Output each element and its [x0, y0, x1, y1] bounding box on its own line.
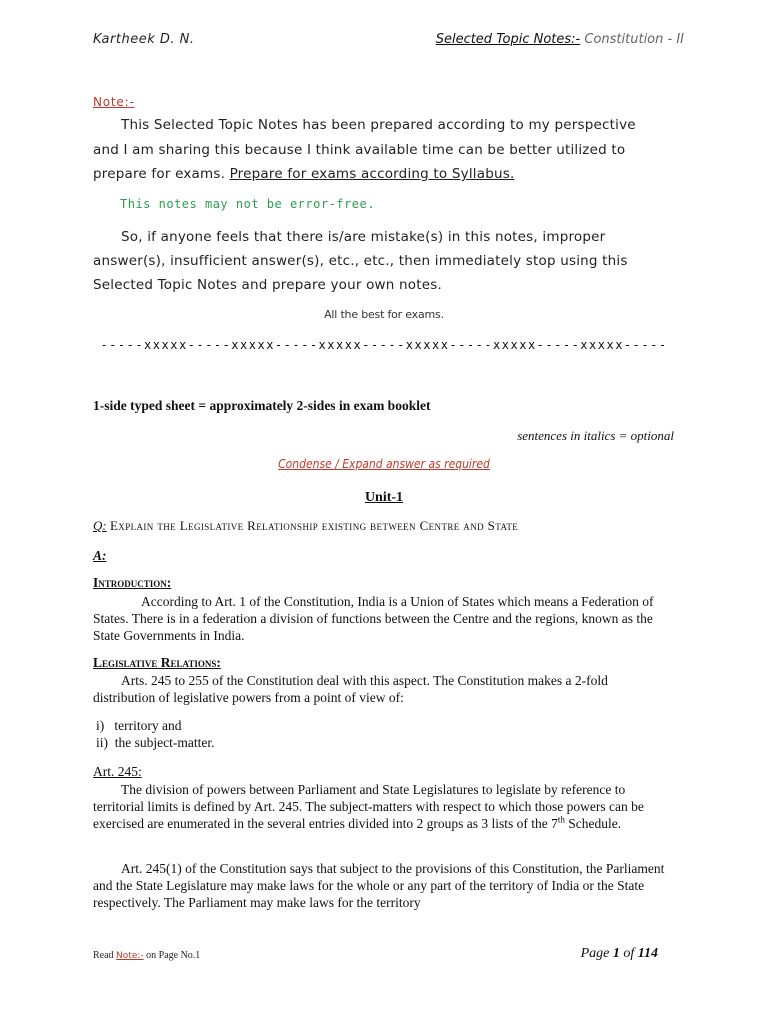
legislative-heading: Legislative Relations:: [93, 655, 221, 670]
list-item-number: ii): [96, 735, 108, 750]
legislative-paragraph: [93, 672, 671, 706]
article-text-2: Art. 245(1) of the Constitution says that subject to the provisions of this Constitution, the Parliament and the State Legislature may make laws for the whole or any part of the territory of India or the State respectively. The Parliament may make laws for the territory: [93, 861, 665, 910]
article-paragraph-1: [93, 781, 671, 832]
condense-note: Condense / Expand answer as required: [278, 457, 490, 471]
page-label: Page: [580, 946, 613, 961]
author-name: Kartheek D. N.: [93, 32, 195, 47]
footer-note-link[interactable]: Note:-: [116, 951, 144, 961]
question: [93, 518, 518, 534]
of-label: of: [619, 946, 638, 961]
document-title: [436, 32, 684, 47]
question-text: Explain the Legislative Relationship existing between Centre and State: [109, 518, 519, 533]
intro-text: According to Art. 1 of the Constitution, India is a Union of States which means a Federation of States. There is in a federation a division of functions between the Centre and the regions, known as the State Governments in India.: [93, 594, 654, 643]
typed-sheet-note: 1-side typed sheet = approximately 2-sides in exam booklet: [93, 398, 431, 413]
footer-read-note: [93, 950, 200, 961]
page-indicator: [581, 946, 658, 962]
footer-read: Read: [93, 950, 117, 961]
legislative-text: Arts. 245 to 255 of the Constitution deal with this aspect. The Constitution makes a 2-fold distribution of legislative powers from a point of view of:: [93, 673, 608, 705]
article-heading: Art. 245:: [93, 764, 142, 779]
article-paragraph-2: [93, 860, 671, 911]
page-number: 1: [612, 946, 620, 961]
note-text: This Selected Topic Notes has been prepared according to my perspective and I am sharing this because I think available time can be better utilized to prepare for exams.: [93, 117, 636, 182]
intro-heading: Introduction:: [93, 575, 172, 590]
syllabus-note: Prepare for exams according to Syllabus.: [229, 166, 515, 182]
note-label: Note:-: [93, 95, 135, 109]
article-text-1-end: Schedule.: [564, 816, 622, 831]
superscript-th: th: [557, 814, 565, 825]
title-prefix: Selected Topic Notes:-: [435, 32, 581, 47]
footer-on-page: on Page No.1: [143, 950, 201, 961]
best-wishes: All the best for exams.: [324, 308, 444, 321]
italics-note: sentences in italics = optional: [517, 428, 674, 443]
error-free-note: This notes may not be error-free.: [120, 197, 375, 211]
note-paragraph-2: [93, 225, 663, 297]
question-label: Q:: [93, 518, 107, 533]
list-item-text: the subject-matter.: [114, 735, 215, 750]
note-text-2: So, if anyone feels that there is/are mistake(s) in this notes, improper answer(s), insufficient answer(s), etc., etc., then immediately stop using this Selected Topic Notes and prepare your own notes.: [93, 229, 628, 293]
answer-label: A:: [93, 548, 107, 563]
unit-title: Unit-1: [364, 490, 404, 505]
note-paragraph-1: [93, 113, 663, 187]
list-item: [96, 735, 214, 751]
list-item-text: territory and: [114, 718, 182, 733]
list-item: [96, 718, 181, 734]
list-item-number: i): [96, 718, 105, 733]
intro-paragraph: [93, 593, 671, 644]
article-text-1: The division of powers between Parliament and State Legislatures to legislate by reference to territorial limits is defined by Art. 245. The subject-matters with respect to which those powers can be exercised are enumerated in the several entries divided into 2 groups as 3 lists of the 7: [93, 782, 644, 831]
title-suffix: Constitution - II: [580, 32, 684, 47]
section-divider: -----xxxxx-----xxxxx-----xxxxx-----xxxxx-----xxxxx-----xxxxx-----: [100, 338, 668, 352]
page-total: 114: [637, 946, 658, 961]
